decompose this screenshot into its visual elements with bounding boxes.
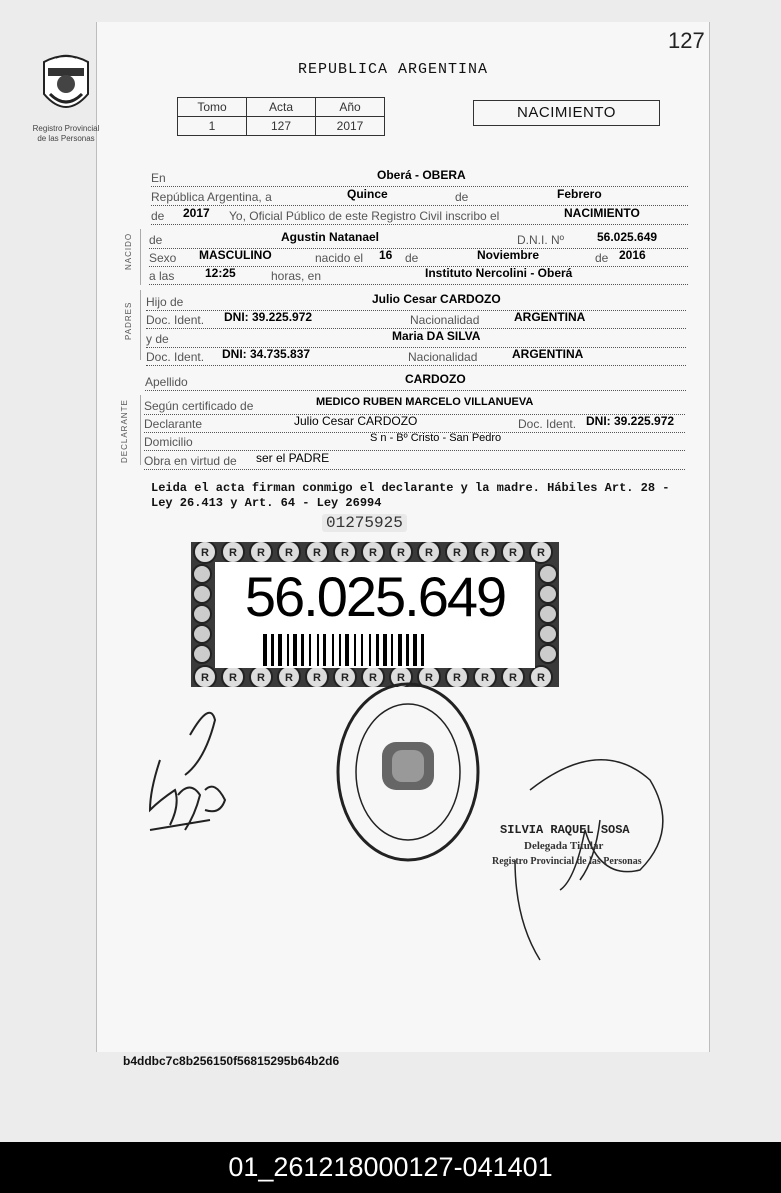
footer-bar [0,1142,781,1193]
tomo-header: Tomo [178,98,247,117]
pattern-letter: R [509,547,517,559]
y-de-label: y de [146,332,169,346]
logo-caption-line1: Registro Provincial [32,124,100,133]
doc-label: Doc. Ident. [146,313,205,327]
en-label: En [151,171,166,185]
birth-year-value: 2016 [619,248,646,262]
pattern-letter: R [229,547,237,559]
pattern-letter: R [341,547,349,559]
en-value: Oberá - OBERA [377,168,466,182]
pattern-letter: R [285,547,293,559]
page-number: 127 [668,28,705,53]
pattern-letter: R [257,547,265,559]
de3-label: de [405,251,419,265]
dni-label: D.N.I. Nº [517,233,565,247]
de2-label: de [151,209,165,223]
pattern-letter: R [369,547,377,559]
sexo-value: MASCULINO [199,248,272,262]
de4-label: de [595,251,609,265]
dni-value: 56.025.649 [597,230,658,244]
mother-name-value: Maria DA SILVA [392,329,481,343]
act-type-box: NACIMIENTO [473,100,660,126]
sexo-label: Sexo [149,251,177,265]
birth-day-value: 16 [379,248,393,262]
pattern-letter: R [537,547,545,559]
document-hash: b4ddbc7c8b256150f56815295b64b2d6 [123,1054,340,1068]
pattern-letter: R [481,547,489,559]
nacido-de-label: de [149,233,163,247]
acta-header: Acta [247,98,316,117]
horas-label: horas, en [271,269,322,283]
year-value: 2017 [183,206,210,220]
domicilio-value: S n - Bº Cristo - San Pedro [370,432,502,444]
time-value: 12:25 [205,266,236,280]
serial-number: 01275925 [322,514,407,532]
pattern-letter: R [201,672,209,684]
birth-month-value: Noviembre [477,248,540,262]
pattern-letter: R [285,672,293,684]
pattern-letter: R [229,672,237,684]
a-las-label: a las [149,269,175,283]
pattern-letter: R [453,547,461,559]
declarante-value: Julio Cesar CARDOZO [294,414,418,428]
logo-caption-line2: de las Personas [37,134,95,143]
pattern-letter: R [341,672,349,684]
tomo-value: 1 [178,117,247,136]
declarante-signature [150,713,225,830]
obra-label: Obra en virtud de [144,454,237,468]
month-value: Febrero [557,187,602,201]
side-label-padres: PADRES [124,301,133,340]
republica-label: República Argentina, a [151,190,272,204]
side-label-nacido: NACIDO [124,232,133,270]
nacido-el-label: nacido el [315,251,364,265]
inscribo-value: NACIMIENTO [564,206,640,220]
doc2-label: Doc. Ident. [146,350,205,364]
apellido-value: CARDOZO [405,372,466,386]
nacionalidad2-label: Nacionalidad [408,350,478,364]
pattern-letter: R [397,547,405,559]
pattern-letter: R [313,672,321,684]
child-name-value: Agustin Natanael [281,230,380,244]
father-doc-value: DNI: 39.225.972 [224,310,313,324]
pattern-letter: R [257,672,265,684]
footer-id: 01_261218000127-041401 [228,1152,553,1182]
pattern-letter: R [509,672,517,684]
official-org: Registro Provincial de las Personas [492,856,642,867]
certificado-label: Según certificado de [144,399,254,413]
nacionalidad-label: Nacionalidad [410,313,480,327]
acta-value: 127 [247,117,316,136]
pattern-letter: R [201,547,209,559]
official-name: SILVIA RAQUEL SOSA [500,823,630,837]
pattern-letter: R [481,672,489,684]
father-name-value: Julio Cesar CARDOZO [372,292,501,306]
official-stamp [338,684,478,860]
pattern-letter: R [313,547,321,559]
pattern-letter: R [425,547,433,559]
oficial-label: Yo, Oficial Público de este Registro Civil inscribo el [229,209,500,223]
official-role: Delegada Titular [524,840,604,852]
mother-nationality-value: ARGENTINA [512,347,584,361]
doc3-label: Doc. Ident. [518,417,577,431]
declarante-label: Declarante [144,417,203,431]
mother-doc-value: DNI: 34.735.837 [222,347,311,361]
pattern-letter: R [425,672,433,684]
pattern-letter: R [397,672,405,684]
place-value: Instituto Nercolini - Oberá [425,266,573,280]
certificado-value: MEDICO RUBEN MARCELO VILLANUEVA [316,396,534,408]
barcode-number: 56.025.649 [244,565,506,628]
document-title: REPUBLICA ARGENTINA [298,61,489,78]
domicilio-label: Domicilio [144,435,193,449]
day-value: Quince [347,187,388,201]
declarante-doc-value: DNI: 39.225.972 [586,414,675,428]
pattern-letter: R [369,672,377,684]
closing-text: Leida el acta firman conmigo el declarante y la madre. Hábiles Art. 28 - Ley 26.413 y Art. 64 - Ley 26994 [151,481,670,510]
pattern-letter: R [537,672,545,684]
apellido-label: Apellido [145,375,188,389]
anio-value: 2017 [316,117,385,136]
de-label: de [455,190,469,204]
anio-header: Año [316,98,385,117]
father-nationality-value: ARGENTINA [514,310,586,324]
obra-value: ser el PADRE [256,451,330,465]
side-label-declarante: DECLARANTE [120,399,129,463]
hijo-label: Hijo de [146,295,184,309]
pattern-letter: R [453,672,461,684]
